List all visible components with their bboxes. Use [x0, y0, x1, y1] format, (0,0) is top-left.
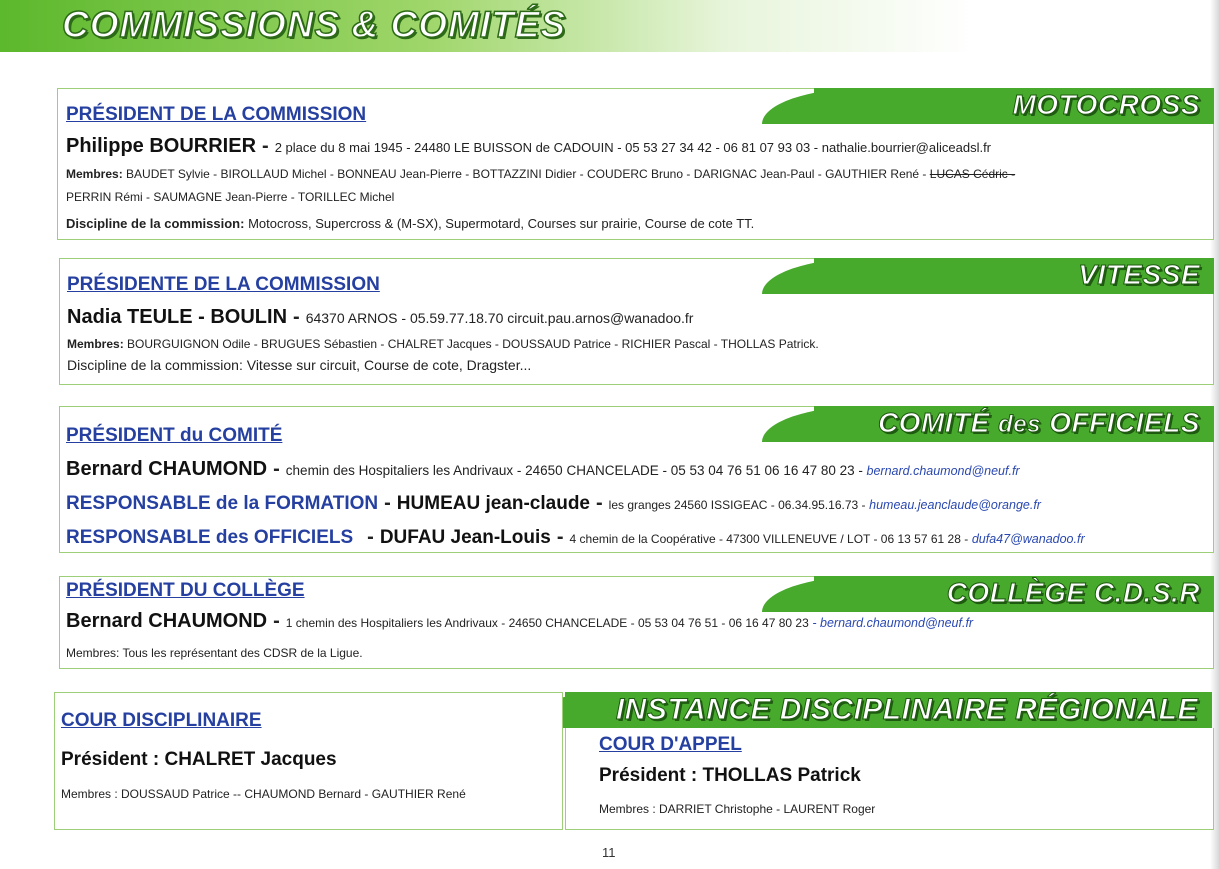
motocross-members-label: Membres:: [66, 167, 123, 181]
motocross-band: [814, 88, 1214, 124]
officiels-title-3: OFFICIELS: [1049, 407, 1200, 438]
cour-disciplinaire-president: Président : CHALRET Jacques: [61, 749, 337, 770]
college-title: COLLÈGE C.D.S.R: [946, 577, 1200, 608]
vitesse-members-label: Membres:: [67, 337, 124, 351]
motocross-members-line-2: PERRIN Rémi - SAUMAGNE Jean-Pierre - TORILLEC Michel: [66, 190, 395, 204]
officiels-band: [814, 406, 1214, 442]
cour-appel-title: COUR D'APPEL: [599, 734, 742, 755]
motocross-title: MOTOCROSS: [1012, 89, 1200, 120]
motocross-role: PRÉSIDENT DE LA COMMISSION: [66, 104, 367, 125]
motocross-members-line: [66, 167, 1015, 181]
formation-name: HUMEAU jean-claude: [396, 493, 590, 514]
officiels-president-name: Bernard CHAUMOND: [66, 458, 268, 480]
officiels-title-2: des: [998, 411, 1041, 438]
cour-appel-president: Président : THOLLAS Patrick: [599, 765, 861, 786]
college-members: Membres: Tous les représentant des CDSR de la Ligue.: [66, 646, 363, 660]
formation-role: RESPONSABLE de la FORMATION: [66, 493, 379, 514]
motocross-members-1: BAUDET Sylvie - BIROLLAUD Michel - BONNEAU Jean-Pierre - BOTTAZZINI Didier - COUDERC Bruno - DARIGNAC Jean-Paul - GAUTHIER René -: [126, 167, 927, 181]
instance-band: [565, 692, 1212, 728]
college-president-line: Bernard CHAUMOND - 1 chemin des Hospitaliers les Andrivaux - 24650 CHANCELADE - 05 53 04 76 51 - 06 16 47 80 23 - bernard.chaumond@neuf.fr: [66, 610, 974, 632]
officiels-email[interactable]: bernard.chaumond@neuf.fr: [866, 464, 1020, 478]
officiels-title: [878, 407, 1200, 439]
college-contact: 1 chemin des Hospitaliers les Andrivaux - 24650 CHANCELADE - 05 53 04 76 51 - 06 16 47 80 23: [285, 616, 809, 630]
cour-disciplinaire-members: Membres : DOUSSAUD Patrice -- CHAUMOND Bernard - GAUTHIER René: [61, 787, 466, 801]
motocross-contact: 2 place du 8 mai 1945 - 24480 LE BUISSON de CADOUIN - 05 53 27 34 42 - 06 81 07 93 03 - nathalie.bourrier@aliceadsl.fr: [274, 140, 992, 155]
formation-email[interactable]: humeau.jeanclaude@orange.fr: [869, 498, 1041, 512]
vitesse-contact: 64370 ARNOS - 05.59.77.18.70 circuit.pau.arnos@wanadoo.fr: [305, 310, 694, 326]
cour-disciplinaire-title: COUR DISCIPLINAIRE: [61, 710, 262, 731]
motocross-discipline: Motocross, Supercross & (M-SX), Supermotard, Courses sur prairie, Course de cote TT.: [248, 216, 755, 231]
officiels-president-line: Bernard CHAUMOND - chemin des Hospitaliers les Andrivaux - 24650 CHANCELADE - 05 53 04 76 51 06 16 47 80 23 - bernard.chaumond@neuf.fr: [66, 458, 1020, 480]
vitesse-president-line: Nadia TEULE - BOULIN - 64370 ARNOS - 05.59.77.18.70 circuit.pau.arnos@wanadoo.fr: [67, 306, 694, 328]
instance-title: INSTANCE DISCIPLINAIRE RÉGIONALE: [615, 693, 1198, 726]
college-band: [814, 576, 1214, 612]
college-email[interactable]: - bernard.chaumond@neuf.fr: [812, 616, 974, 630]
page-title: COMMISSIONS & COMITÉS: [62, 4, 567, 45]
formation-line: RESPONSABLE de la FORMATION - HUMEAU jean-claude - les granges 24560 ISSIGEAC - 06.34.95.16.73 - humeau.jeanclaude@orange.fr: [66, 492, 1041, 514]
cour-appel-members: Membres : DARRIET Christophe - LAURENT Roger: [599, 802, 876, 816]
responsable-officiels-name: DUFAU Jean-Louis: [379, 527, 551, 548]
vitesse-band: [814, 258, 1214, 294]
responsable-officiels-email[interactable]: dufa47@wanadoo.fr: [971, 532, 1085, 546]
responsable-officiels-contact: 4 chemin de la Coopérative - 47300 VILLENEUVE / LOT - 06 13 57 61 28 -: [569, 532, 969, 546]
officiels-title-1: COMITÉ: [877, 407, 990, 438]
officiels-role: PRÉSIDENT du COMITÉ: [66, 425, 283, 446]
motocross-discipline-label: Discipline de la commission:: [66, 216, 245, 231]
motocross-members-struck: LUCAS Cédric -: [929, 167, 1016, 181]
motocross-discipline-line: [66, 216, 754, 231]
formation-contact: les granges 24560 ISSIGEAC - 06.34.95.16.73 -: [608, 498, 866, 512]
college-president-name: Bernard CHAUMOND: [66, 610, 268, 632]
responsable-officiels-role: RESPONSABLE des OFFICIELS: [66, 527, 354, 548]
page-number: 11: [602, 845, 616, 860]
motocross-president-line: Philippe BOURRIER - 2 place du 8 mai 1945 - 24480 LE BUISSON de CADOUIN - 05 53 27 34 42 - 06 81 07 93 03 - nathalie.bourrier@aliceadsl.fr: [66, 135, 992, 157]
officiels-contact: chemin des Hospitaliers les Andrivaux - 24650 CHANCELADE - 05 53 04 76 51 06 16 47 80 23 -: [285, 463, 863, 478]
vitesse-title: VITESSE: [1078, 259, 1200, 290]
vitesse-members-line: [67, 337, 819, 351]
vitesse-discipline: Discipline de la commission: Vitesse sur circuit, Course de cote, Dragster...: [67, 357, 532, 373]
college-role: PRÉSIDENT DU COLLÈGE: [66, 580, 305, 601]
vitesse-members: BOURGUIGNON Odile - BRUGUES Sébastien - CHALRET Jacques - DOUSSAUD Patrice - RICHIER Pascal - THOLLAS Patrick.: [127, 337, 819, 351]
motocross-president-name: Philippe BOURRIER: [66, 135, 257, 157]
vitesse-president-name: Nadia TEULE - BOULIN: [67, 306, 288, 328]
responsable-officiels-line: RESPONSABLE des OFFICIELS - DUFAU Jean-Louis - 4 chemin de la Coopérative - 47300 VILLENEUVE / LOT - 06 13 57 61 28 - dufa47@wanadoo.fr: [66, 526, 1085, 548]
vitesse-role: PRÉSIDENTE DE LA COMMISSION: [67, 274, 380, 295]
